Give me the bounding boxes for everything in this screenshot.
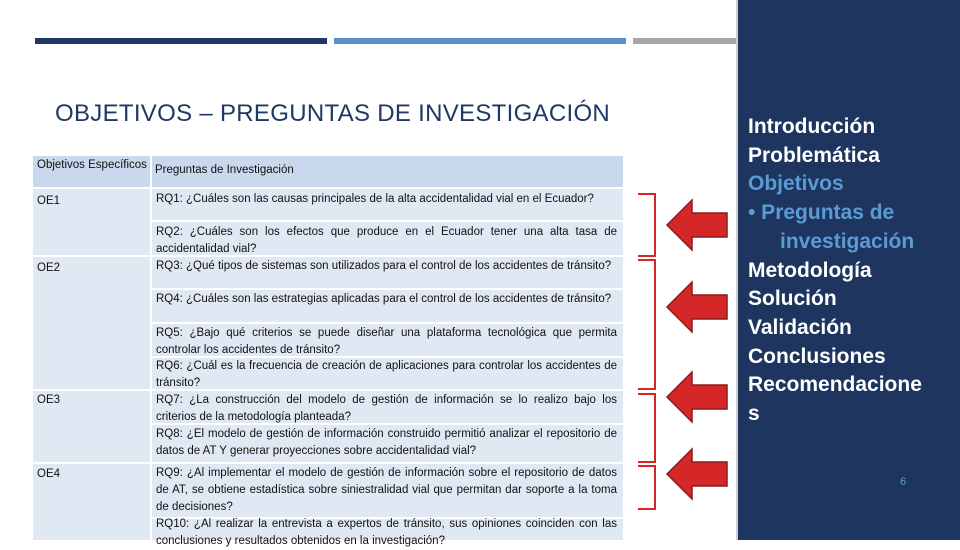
oe-label: OE3 — [37, 394, 61, 406]
agenda-item-recomendaciones-cont[interactable]: s — [748, 402, 760, 426]
row-divider — [152, 220, 623, 222]
agenda-item-introduccion[interactable]: Introducción — [748, 115, 876, 138]
oe4-bracket — [638, 465, 656, 510]
research-question: RQ1: ¿Cuáles son las causas principales de la alta accidentalidad vial en el Ecuador? — [156, 193, 594, 205]
questions-header: Preguntas de Investigación — [155, 164, 294, 176]
agenda-item-validacion[interactable]: Validación — [748, 315, 852, 339]
objectives-header: Objetivos Específicos — [37, 159, 147, 171]
row-divider — [33, 187, 623, 189]
agenda-item-problematica[interactable]: Problemática — [748, 143, 880, 167]
objectives-questions-table — [33, 156, 623, 547]
row-divider — [152, 288, 623, 290]
left-arrow-icon — [665, 447, 730, 501]
title-accent-bar-dark — [35, 38, 327, 44]
agenda-item-metodologia[interactable]: Metodología — [748, 258, 872, 282]
oe-label: OE2 — [37, 262, 61, 274]
agenda-list — [748, 113, 958, 429]
left-arrow-icon — [665, 280, 730, 334]
left-arrow-icon — [665, 198, 730, 252]
agenda-item-recomendaciones[interactable]: Recomendacione — [748, 373, 922, 397]
research-question: RQ5: ¿Bajo qué criterios se puede diseñar una plataforma tecnológica que permita controlar los accidentes de tránsito? — [156, 327, 617, 356]
research-question: RQ4: ¿Cuáles son las estrategias aplicadas para el control de los accidentes de tránsito? — [156, 293, 612, 305]
research-question: RQ8: ¿El modelo de gestión de información construido permitió analizar el repositorio de datos de AT Y generar proyecciones sobre accidentalidad vial? — [156, 428, 617, 457]
row-divider — [152, 322, 623, 324]
agenda-item-solucion[interactable]: Solución — [748, 287, 837, 311]
title-accent-bar-gray — [633, 38, 738, 44]
agenda-item-objetivos[interactable]: Objetivos — [748, 172, 844, 196]
research-question: RQ10: ¿Al realizar la entrevista a expertos de tránsito, sus opiniones coinciden con las conclusiones y resultados obtenidos en la investigación? — [156, 518, 617, 547]
research-question: RQ9: ¿Al implementar el modelo de gestión de información sobre el repositorio de datos de AT, se obtiene estadística sobre siniestralidad vial que permitan dar soporte a la toma de decisiones? — [156, 467, 617, 513]
agenda-panel — [738, 0, 960, 540]
research-question: RQ3: ¿Qué tipos de sistemas son utilizados para el control de los accidentes de tránsito? — [156, 260, 612, 272]
page-number: 6 — [900, 476, 907, 488]
agenda-item-conclusiones[interactable]: Conclusiones — [748, 344, 886, 368]
left-arrow-icon — [665, 370, 730, 424]
title-accent-bar-blue — [334, 38, 626, 44]
agenda-item-preguntas-cont[interactable]: investigación — [780, 229, 915, 253]
agenda-item-preguntas[interactable]: • Preguntas de — [748, 201, 895, 225]
slide-title: OBJETIVOS – PREGUNTAS DE INVESTIGACIÓN — [55, 100, 611, 127]
research-question: RQ7: ¿La construcción del modelo de gestión de información se lo realizo bajo los criterios de la metodología planteada? — [156, 394, 617, 423]
oe3-bracket — [638, 393, 656, 463]
oe1-bracket — [638, 193, 656, 257]
research-question: RQ2: ¿Cuáles son los efectos que produce en el Ecuador tener una alta tasa de accidentalidad vial? — [156, 226, 617, 255]
oe-label: OE1 — [37, 195, 61, 207]
oe-label: OE4 — [37, 468, 61, 480]
research-question: RQ6: ¿Cuál es la frecuencia de creación de aplicaciones para controlar los accidentes de tránsito? — [156, 360, 617, 389]
oe2-bracket — [638, 259, 656, 390]
row-divider — [33, 462, 623, 464]
